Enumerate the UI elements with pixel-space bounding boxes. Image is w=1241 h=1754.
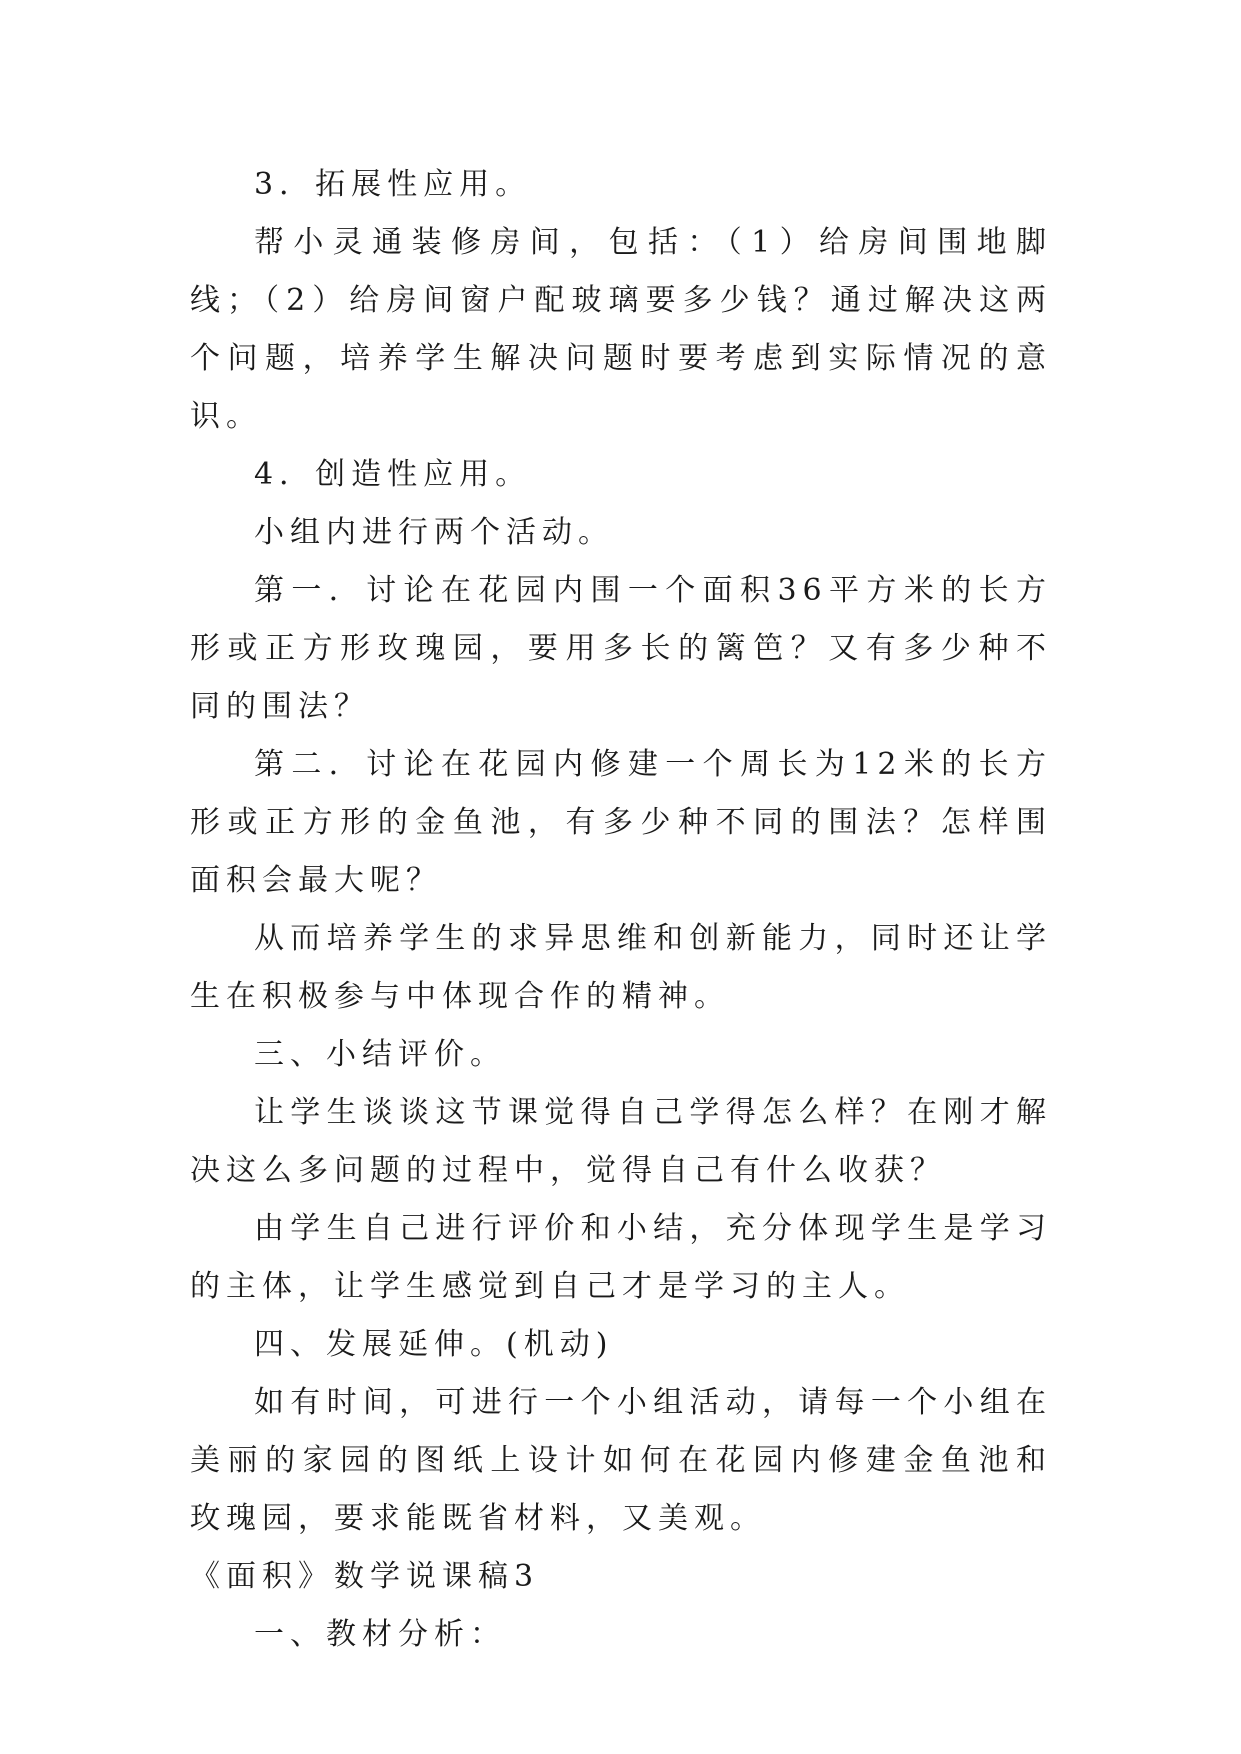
document-body — [190, 156, 1052, 1664]
paragraph-students-discuss: 让学生谈谈这节课觉得自己学得怎么样？在刚才解决这么多问题的过程中，觉得自己有什么收获？ — [190, 1095, 1052, 1188]
paragraph-group-activities: 小组内进行两个活动。 — [254, 515, 614, 550]
paragraph-summary-heading: 三、小结评价。 — [254, 1037, 506, 1072]
paragraph-self-evaluation: 由学生自己进行评价和小结，充分体现学生是学习的主体，让学生感觉到自己才是学习的主人。 — [190, 1211, 1052, 1304]
paragraph-textbook-analysis-heading: 一、教材分析： — [254, 1617, 506, 1652]
paragraph-extension-heading: 四、发展延伸。(机动) — [254, 1327, 614, 1362]
paragraph-extension-application-heading: 3．拓展性应用。 — [254, 167, 532, 202]
paragraph-thinking-innovation: 从而培养学生的求异思维和创新能力，同时还让学生在积极参与中体现合作的精神。 — [190, 921, 1052, 1014]
paragraph-creative-application-heading: 4．创造性应用。 — [254, 457, 532, 492]
paragraph-decorate-room: 帮小灵通装修房间，包括：（1）给房间围地脚线；（2）给房间窗户配玻璃要多少钱？通过解决这两个问题，培养学生解决问题时要考虑到实际情况的意识。 — [190, 225, 1052, 434]
document-section-title: 《面积》数学说课稿3 — [190, 1559, 540, 1594]
paragraph-activity-two: 第二．讨论在花园内修建一个周长为12米的长方形或正方形的金鱼池，有多少种不同的围法？怎样围面积会最大呢？ — [190, 747, 1052, 898]
paragraph-group-design: 如有时间，可进行一个小组活动，请每一个小组在美丽的家园的图纸上设计如何在花园内修建金鱼池和玫瑰园，要求能既省材料，又美观。 — [190, 1385, 1052, 1536]
paragraph-activity-one: 第一．讨论在花园内围一个面积36平方米的长方形或正方形玫瑰园，要用多长的篱笆？又有多少种不同的围法？ — [190, 573, 1052, 724]
